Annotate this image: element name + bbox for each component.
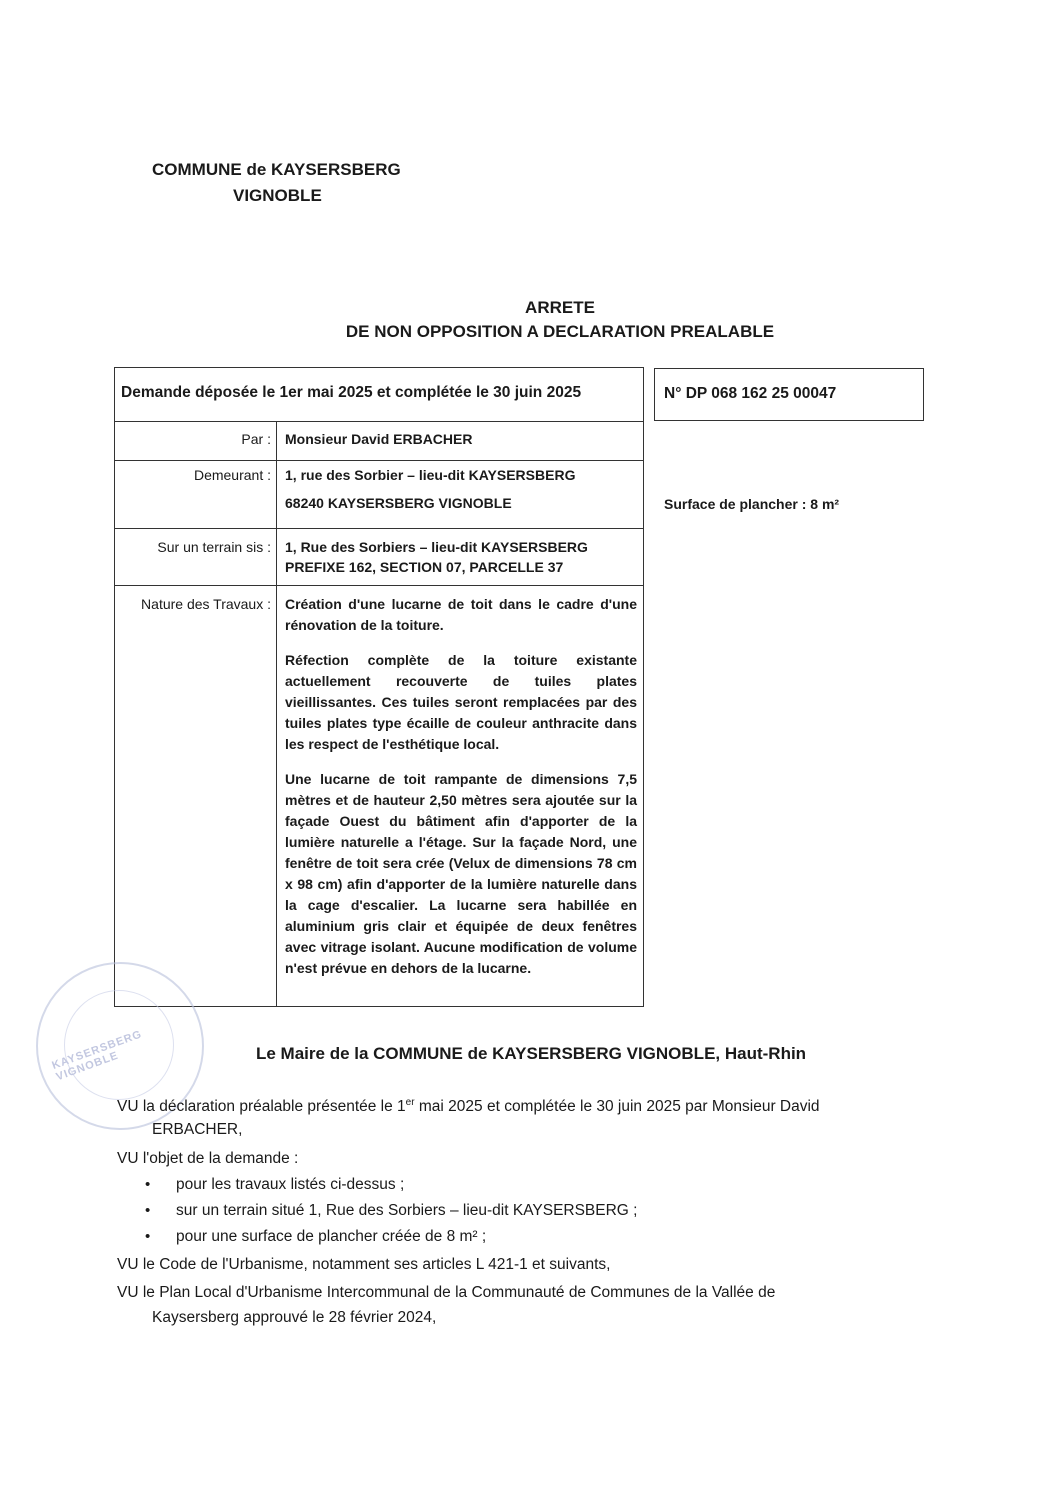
vu1-part-b: mai 2025 et complétée le 30 juin 2025 par Monsieur David	[414, 1098, 820, 1116]
surface-plancher: Surface de plancher : 8 m²	[664, 496, 840, 512]
vu-code-urbanisme: VU le Code de l'Urbanisme, notamment ses articles L 421-1 et suivants,	[117, 1256, 611, 1273]
document-subtitle: DE NON OPPOSITION A DECLARATION PREALABLE	[345, 322, 775, 341]
table-row-divider	[115, 528, 643, 529]
details-table	[114, 421, 644, 1007]
par-label: Par :	[241, 431, 271, 447]
par-value: Monsieur David ERBACHER	[285, 431, 473, 447]
file-number: N° DP 068 162 25 00047	[664, 385, 837, 402]
file-number-box	[654, 368, 924, 421]
nature-paragraph-3: Une lucarne de toit rampante de dimensions 7,5 mètres et de hauteur 2,50 mètres sera ajoutée sur la façade Ouest du bâtiment afin d'apporter de la lumière naturelle a l'étage. Sur la façade Nord, une fenêtre de toit sera crée (Velux de dimensions 78 cm x 98 cm) afin d'apporter de la lumière naturelle dans la cage d'escalier. La lucarne sera habillée en aluminium gris clair et équipée de deux fenêtres avec vitrage isolant. Aucune modification de volume n'est prévue en dehors de la lucarne.	[285, 771, 637, 976]
table-row-divider	[115, 460, 643, 461]
vu1-part-a: VU la déclaration préalable présentée le 1	[117, 1098, 406, 1116]
deposit-box	[114, 367, 644, 422]
vu4-continuation: Kaysersberg approuvé le 28 février 2024,	[152, 1309, 437, 1326]
deposit-text: Demande déposée le 1er mai 2025 et complétée le 30 juin 2025	[121, 384, 582, 401]
stamp-text: KAYSERSBERG VIGNOBLE	[50, 1028, 144, 1084]
terrain-line1: 1, Rue des Sorbiers – lieu-dit KAYSERSBERG	[285, 539, 588, 555]
commune-name: COMMUNE de KAYSERSBERG	[152, 160, 401, 179]
vu-objet: VU l'objet de la demande :	[117, 1150, 299, 1167]
document-title: ARRETE	[525, 298, 595, 317]
commune-name-line2: VIGNOBLE	[233, 186, 322, 205]
nature-label: Nature des Travaux :	[141, 596, 271, 612]
vu1-continuation: ERBACHER,	[152, 1121, 243, 1138]
demeurant-line2: 68240 KAYSERSBERG VIGNOBLE	[285, 495, 512, 511]
bullet-icon: •	[145, 1228, 151, 1245]
bullet-icon: •	[145, 1202, 151, 1219]
table-column-divider	[276, 422, 277, 1006]
nature-paragraph-1: Création d'une lucarne de toit dans le cadre d'une rénovation de la toiture.	[285, 596, 637, 633]
demeurant-line1: 1, rue des Sorbier – lieu-dit KAYSERSBERG	[285, 467, 576, 483]
bullet-item-3: pour une surface de plancher créée de 8 m² ;	[176, 1228, 487, 1245]
maire-heading: Le Maire de la COMMUNE de KAYSERSBERG VIGNOBLE, Haut-Rhin	[256, 1044, 807, 1063]
bullet-item-1: pour les travaux listés ci-dessus ;	[176, 1176, 405, 1193]
terrain-label: Sur un terrain sis :	[157, 539, 271, 555]
bullet-item-2: sur un terrain situé 1, Rue des Sorbiers – lieu-dit KAYSERSBERG ;	[176, 1202, 638, 1219]
vu1-superscript: er	[405, 1097, 415, 1108]
demeurant-label: Demeurant :	[193, 467, 271, 483]
bullet-icon: •	[145, 1176, 151, 1193]
vu-declaration	[117, 1097, 820, 1116]
terrain-line2: PREFIXE 162, SECTION 07, PARCELLE 37	[285, 559, 564, 575]
vu-plan-local: VU le Plan Local d'Urbanisme Intercommunal de la Communauté de Communes de la Vallée de	[117, 1284, 776, 1301]
table-row-divider	[115, 585, 643, 586]
nature-paragraph-2: Réfection complète de la toiture existante actuellement recouverte de tuiles plates vieillissantes. Ces tuiles seront remplacées par des tuiles plates type écaille de couleur anthracite dans les respect de l'esthétique local.	[285, 652, 637, 752]
